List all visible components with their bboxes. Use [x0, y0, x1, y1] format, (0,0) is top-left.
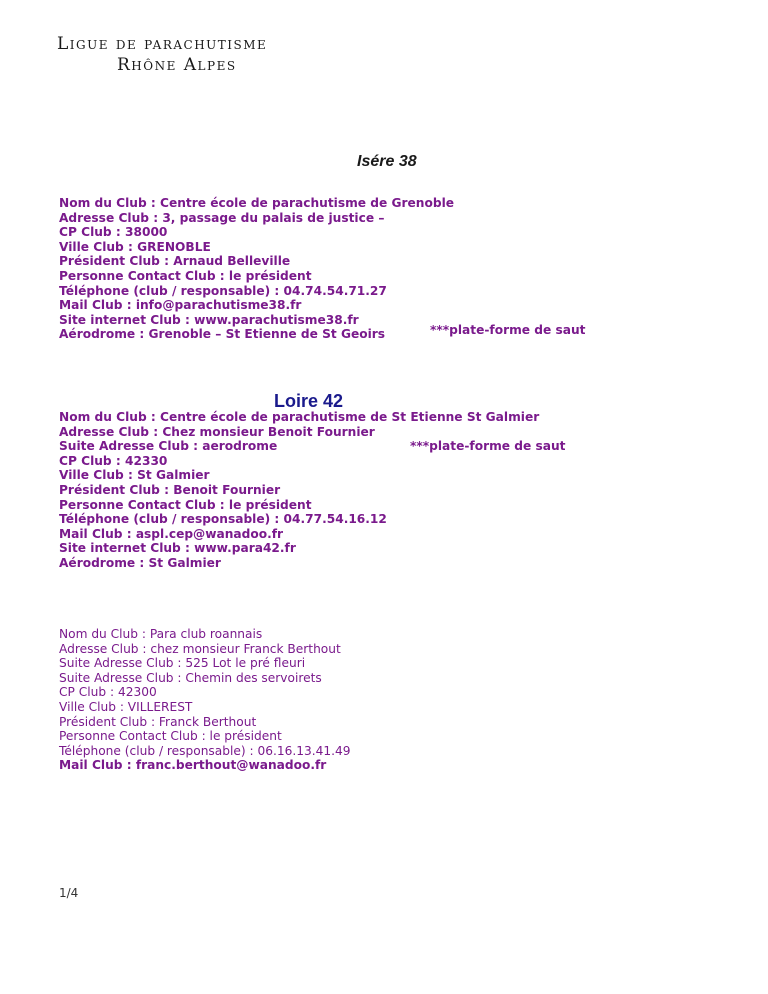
isere-section-title: Isére 38	[357, 153, 417, 170]
loire-club-contact: Personne Contact Club : le président	[59, 497, 312, 512]
loire-club-website: Site internet Club : www.para42.fr	[59, 541, 296, 556]
loire-club-city: Ville Club : St Galmier	[59, 468, 210, 483]
isere-club-phone: Téléphone (club / responsable) : 04.74.54.71.27	[59, 283, 387, 298]
isere-club-mail: Mail Club : info@parachutisme38.fr	[59, 298, 302, 313]
page-number: 1/4	[59, 886, 79, 900]
roannais-club-city: Ville Club : VILLEREST	[59, 699, 193, 714]
loire-club-name: Nom du Club : Centre école de parachutisme de St Etienne St Galmier	[59, 410, 540, 424]
roannais-club-address-extra-1: Suite Adresse Club : 525 Lot le pré fleuri	[59, 656, 306, 671]
loire-club-address-extra: Suite Adresse Club : aerodrome	[59, 439, 278, 454]
roannais-club-address-extra-2: Suite Adresse Club : Chemin des servoirets	[59, 670, 322, 685]
league-header	[57, 34, 267, 76]
loire-club-info	[59, 410, 539, 571]
isere-club-name: Nom du Club : Centre école de parachutisme de Grenoble	[59, 196, 455, 210]
isere-club-website: Site internet Club : www.parachutisme38.fr	[59, 312, 359, 327]
loire-section-title: Loire 42	[274, 391, 344, 411]
roannais-club-name: Nom du Club : Para club roannais	[59, 627, 263, 641]
isere-club-airfield: Aérodrome : Grenoble – St Etienne de St Geoirs	[59, 327, 386, 342]
loire-club-address: Adresse Club : Chez monsieur Benoit Fournier	[59, 424, 375, 439]
loire-club-mail: Mail Club : aspl.cep@wanadoo.fr	[59, 526, 284, 541]
roannais-club-mail: Mail Club : franc.berthout@wanadoo.fr	[59, 758, 327, 773]
isere-club-president: Président Club : Arnaud Belleville	[59, 254, 291, 269]
roannais-club-postcode: CP Club : 42300	[59, 685, 157, 700]
isere-club-city: Ville Club : GRENOBLE	[59, 239, 211, 254]
roannais-club-address: Adresse Club : chez monsieur Franck Berthout	[59, 641, 341, 656]
isere-dropzone-note: ***plate-forme de saut	[430, 323, 586, 337]
isere-club-address: Adresse Club : 3, passage du palais de justice –	[59, 210, 385, 225]
loire-club-phone: Téléphone (club / responsable) : 04.77.54.16.12	[59, 512, 387, 527]
roannais-club-phone: Téléphone (club / responsable) : 06.16.13.41.49	[59, 743, 351, 758]
loire-dropzone-note: ***plate-forme de saut	[410, 439, 566, 453]
loire-club-postcode: CP Club : 42330	[59, 453, 168, 468]
roannais-club-info	[59, 627, 351, 773]
header-line-2: Rhône Alpes	[117, 55, 237, 75]
isere-club-postcode: CP Club : 38000	[59, 225, 168, 240]
roannais-club-president: Président Club : Franck Berthout	[59, 714, 257, 729]
isere-club-contact: Personne Contact Club : le président	[59, 268, 312, 283]
isere-club-info	[59, 196, 454, 342]
loire-club-president: Président Club : Benoit Fournier	[59, 482, 281, 497]
header-line-1: Ligue de parachutisme	[57, 34, 268, 54]
loire-club-airfield: Aérodrome : St Galmier	[59, 555, 221, 570]
roannais-club-contact: Personne Contact Club : le président	[59, 729, 282, 744]
